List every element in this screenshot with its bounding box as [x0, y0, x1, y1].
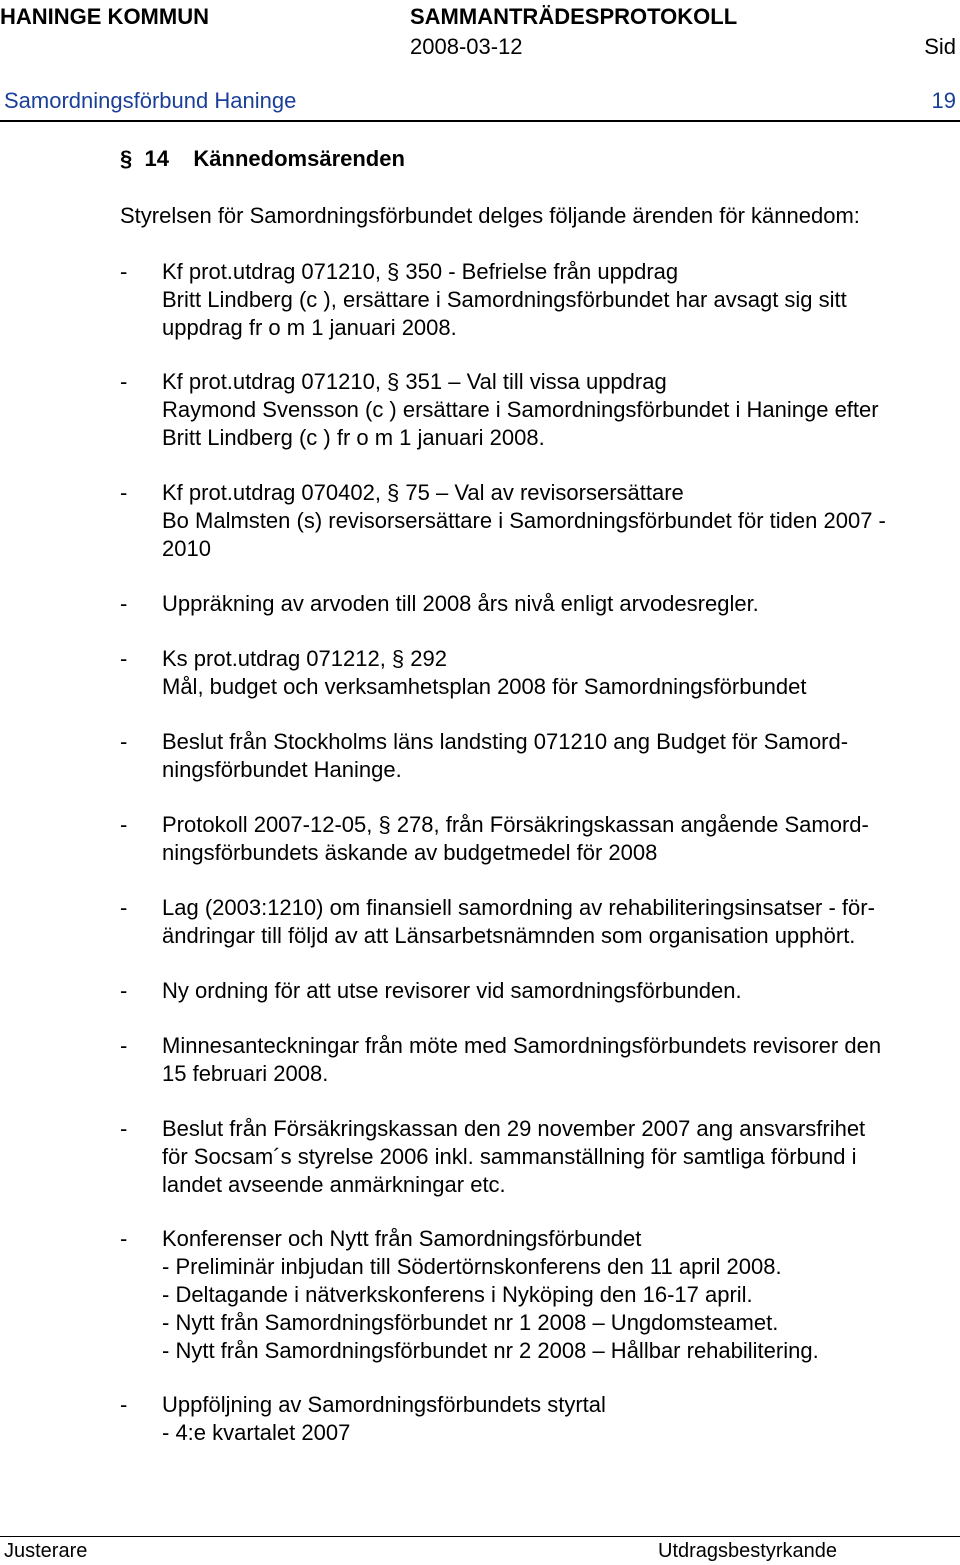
- list-item-line: Uppföljning av Samordningsförbundets styrtal: [162, 1392, 606, 1417]
- list-item-line: - Deltagande i nätverkskonferens i Nyköping den 16-17 april.: [162, 1282, 753, 1307]
- list-item-line: Raymond Svensson (c ) ersättare i Samordningsförbundet i Haninge efter: [162, 397, 879, 422]
- list-item-line: Konferenser och Nytt från Samordningsförbundet: [162, 1226, 642, 1251]
- list-item-dash: -: [120, 1392, 128, 1417]
- list-item-line: ningsförbundet Haninge.: [162, 757, 402, 782]
- list-item: [162, 1225, 819, 1365]
- list-item-line: Protokoll 2007-12-05, § 278, från Försäkringskassan angående Samord-: [162, 812, 869, 837]
- list-item-line: Uppräkning av arvoden till 2008 års nivå enligt arvodesregler.: [162, 591, 759, 616]
- list-item-dash: -: [120, 1116, 128, 1141]
- list-item-line: Ks prot.utdrag 071212, § 292: [162, 646, 447, 671]
- list-item-dash: -: [120, 591, 128, 616]
- header-date: 2008-03-12: [410, 34, 523, 59]
- list-item-dash: -: [120, 646, 128, 671]
- footer-divider: [0, 1536, 960, 1537]
- section-title-text: Kännedomsärenden: [193, 146, 405, 171]
- intro-text: Styrelsen för Samordningsförbundet delges följande ärenden för kännedom:: [120, 203, 860, 228]
- list-item-dash: -: [120, 895, 128, 920]
- list-item: [162, 368, 879, 452]
- footer-certification-label: Utdragsbestyrkande: [658, 1540, 837, 1562]
- list-item-line: Lag (2003:1210) om finansiell samordning av rehabiliteringsinsatser - för-: [162, 895, 875, 920]
- list-item-dash: -: [120, 1226, 128, 1251]
- list-item: [162, 811, 869, 867]
- list-item-line: Bo Malmsten (s) revisorsersättare i Samordningsförbundet för tiden 2007 -: [162, 508, 886, 533]
- list-item-dash: -: [120, 259, 128, 284]
- header-municipality: HANINGE KOMMUN: [0, 4, 209, 29]
- list-item: [162, 1391, 606, 1447]
- list-item: [162, 258, 847, 342]
- list-item-line: Ny ordning för att utse revisorer vid samordningsförbunden.: [162, 978, 742, 1003]
- list-item-line: 2010: [162, 536, 211, 561]
- list-item-line: Britt Lindberg (c ), ersättare i Samordningsförbundet har avsagt sig sitt: [162, 287, 847, 312]
- section-sign: §: [120, 146, 133, 171]
- subheader-page-number: 19: [931, 88, 956, 113]
- list-item-line: - Nytt från Samordningsförbundet nr 2 2008 – Hållbar rehabilitering.: [162, 1338, 819, 1363]
- list-item-line: Beslut från Stockholms läns landsting 071210 ang Budget för Samord-: [162, 729, 849, 754]
- list-item-line: Mål, budget och verksamhetsplan 2008 för Samordningsförbundet: [162, 674, 807, 699]
- list-item: [162, 479, 886, 563]
- list-item-dash: -: [120, 369, 128, 394]
- list-item: [162, 977, 742, 1005]
- list-item: [162, 1115, 865, 1199]
- list-item-line: Minnesanteckningar från möte med Samordningsförbundets revisorer den: [162, 1033, 882, 1058]
- list-item-line: Beslut från Försäkringskassan den 29 november 2007 ang ansvarsfrihet: [162, 1116, 866, 1141]
- list-item-line: ningsförbundets äskande av budgetmedel för 2008: [162, 840, 658, 865]
- list-item: [162, 590, 759, 618]
- list-item: [162, 1032, 881, 1088]
- list-item-line: Kf prot.utdrag 070402, § 75 – Val av revisorsersättare: [162, 480, 684, 505]
- list-item-dash: -: [120, 729, 128, 754]
- footer-adjuster-label: Justerare: [4, 1540, 88, 1562]
- list-item: [162, 645, 807, 701]
- list-item-line: - Preliminär inbjudan till Södertörnskonferens den 11 april 2008.: [162, 1254, 782, 1279]
- section-title: [120, 146, 405, 172]
- list-item-line: uppdrag fr o m 1 januari 2008.: [162, 315, 457, 340]
- list-item-line: - Nytt från Samordningsförbundet nr 1 2008 – Ungdomsteamet.: [162, 1310, 779, 1335]
- list-item-line: 15 februari 2008.: [162, 1061, 329, 1086]
- list-item-line: landet avseende anmärkningar etc.: [162, 1172, 506, 1197]
- list-item-dash: -: [120, 1033, 128, 1058]
- list-item: [162, 728, 848, 784]
- list-item: [162, 894, 875, 950]
- list-item-line: Kf prot.utdrag 071210, § 350 - Befrielse från uppdrag: [162, 259, 679, 284]
- list-item-line: ändringar till följd av att Länsarbetsnämnden som organisation upphört.: [162, 923, 856, 948]
- list-item-dash: -: [120, 812, 128, 837]
- list-item-dash: -: [120, 480, 128, 505]
- list-item-dash: -: [120, 978, 128, 1003]
- header-document-type: SAMMANTRÄDESPROTOKOLL: [410, 4, 738, 29]
- list-item-line: - 4:e kvartalet 2007: [162, 1420, 351, 1445]
- header-page-label: Sid: [924, 34, 956, 59]
- list-item-line: Britt Lindberg (c ) fr o m 1 januari 2008.: [162, 425, 545, 450]
- list-item-line: för Socsam´s styrelse 2006 inkl. sammanställning för samtliga förbund i: [162, 1144, 857, 1169]
- section-number: 14: [144, 146, 169, 171]
- header-divider: [0, 120, 960, 122]
- list-item-line: Kf prot.utdrag 071210, § 351 – Val till vissa uppdrag: [162, 369, 667, 394]
- subheader-organization: Samordningsförbund Haninge: [4, 88, 297, 113]
